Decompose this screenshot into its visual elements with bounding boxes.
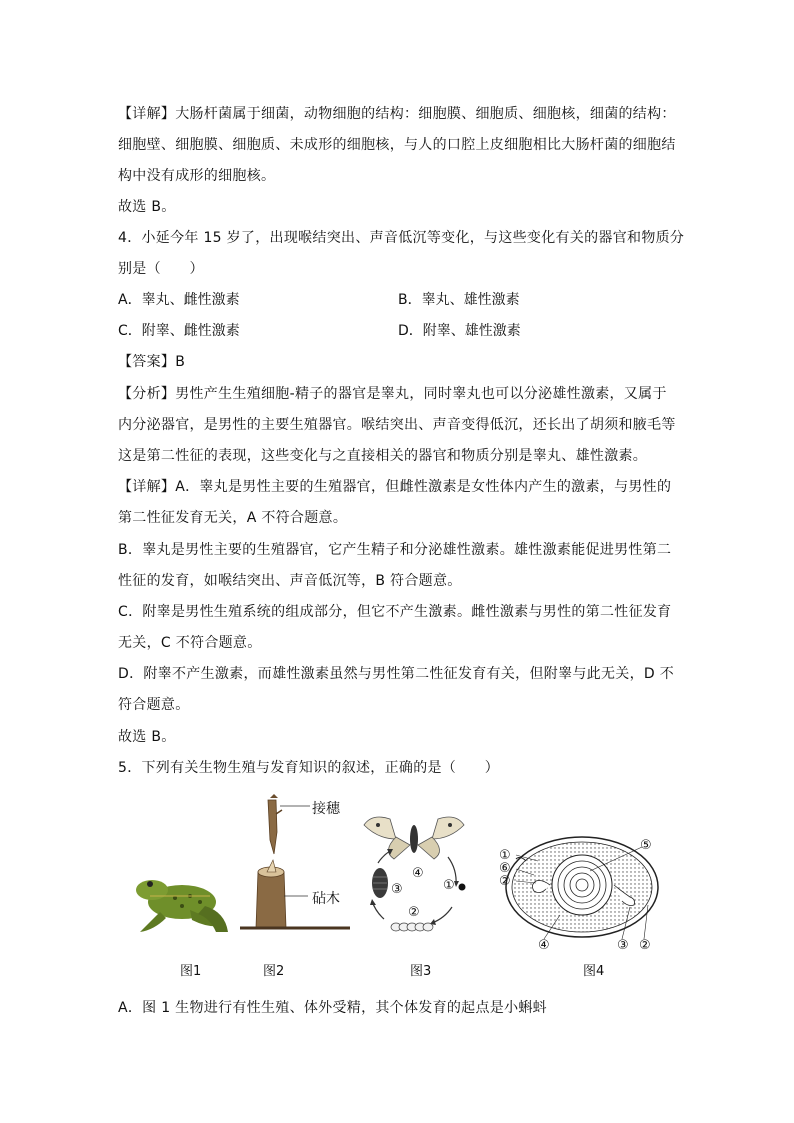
figure-2-caption: 图2 xyxy=(263,964,285,979)
option-d: D．附睾、雄性激素 xyxy=(398,323,521,339)
detail-line: B．睾丸是男性主要的生殖器官，它产生精子和分泌雄性激素。雄性激素能促进男性第二 xyxy=(118,542,672,558)
q5-option-a: A．图 1 生物进行有性生殖、体外受精，其个体发育的起点是小蝌蚪 xyxy=(118,1000,547,1016)
egg-label-5: ⑤ xyxy=(640,838,652,853)
text-line: 【详解】大肠杆菌属于细菌，动物细胞的结构：细胞膜、细胞质、细胞核，细菌的结构： xyxy=(118,106,676,122)
text-line: 构中没有成形的细胞核。 xyxy=(118,168,276,184)
figure-4-caption: 图4 xyxy=(583,964,605,979)
analysis-line: 【分析】男性产生生殖细胞-精子的器官是睾丸，同时睾丸也可以分泌雄性激素，又属于 xyxy=(118,386,667,402)
egg-label-4: ④ xyxy=(538,938,550,953)
egg-label-6: ⑥ xyxy=(499,861,511,876)
rootstock-label: 砧木 xyxy=(312,891,340,907)
question-5: 5．下列有关生物生殖与发育知识的叙述，正确的是（ ） xyxy=(118,760,500,776)
text-line: 故选 B。 xyxy=(118,729,176,745)
detail-line: 无关，C 不符合题意。 xyxy=(118,635,262,651)
lifecycle-label-1: ① xyxy=(443,878,455,893)
lifecycle-label-4: ④ xyxy=(412,866,424,881)
analysis-line: 这是第二性征的表现，这些变化与之直接相关的器官和物质分别是睾丸、雄性激素。 xyxy=(118,448,648,464)
question-4: 4．小延今年 15 岁了，出现喉结突出、声音低沉等变化，与这些变化有关的器官和物质分 xyxy=(118,230,685,246)
text-line: 故选 B。 xyxy=(118,199,176,215)
option-c: C．附睾、雌性激素 xyxy=(118,323,240,339)
text-line: 细胞壁、细胞膜、细胞质、未成形的细胞核，与人的口腔上皮细胞相比大肠杆菌的细胞结 xyxy=(118,137,676,153)
egg-label-1: ① xyxy=(499,848,511,863)
detail-line: 第二性征发育无关，A 不符合题意。 xyxy=(118,510,348,526)
detail-line: 性征的发育，如喉结突出、声音低沉等，B 符合题意。 xyxy=(118,573,462,589)
detail-line: D．附睾不产生激素，而雄性激素虽然与男性第二性征发育有关，但附睾与此无关，D 不 xyxy=(118,666,675,682)
detail-line: 符合题意。 xyxy=(118,697,190,713)
egg-label-2b: ② xyxy=(639,938,651,953)
frog-figure xyxy=(130,860,230,940)
egg-label-2: ② xyxy=(499,874,511,889)
scion-label: 接穗 xyxy=(312,801,340,817)
egg-figure xyxy=(498,835,658,955)
lifecycle-label-2: ② xyxy=(408,905,420,920)
detail-line: C．附睾是男性生殖系统的组成部分，但它不产生激素。雌性激素与男性的第二性征发育 xyxy=(118,604,672,620)
question-4-cont: 别是（ ） xyxy=(118,261,204,277)
option-a: A．睾丸、雌性激素 xyxy=(118,292,240,308)
figure-3-caption: 图3 xyxy=(410,964,432,979)
detail-line: 【详解】A．睾丸是男性主要的生殖器官，但雌性激素是女性体内产生的激素，与男性的 xyxy=(118,479,672,495)
egg-label-3: ③ xyxy=(617,938,629,953)
figure-1-caption: 图1 xyxy=(180,964,202,979)
answer: 【答案】B xyxy=(118,354,186,370)
lifecycle-label-3: ③ xyxy=(391,882,403,897)
analysis-line: 内分泌器官，是男性的主要生殖器官。喉结突出、声音变得低沉，还长出了胡须和腋毛等 xyxy=(118,417,676,433)
option-b: B．睾丸、雄性激素 xyxy=(398,292,520,308)
